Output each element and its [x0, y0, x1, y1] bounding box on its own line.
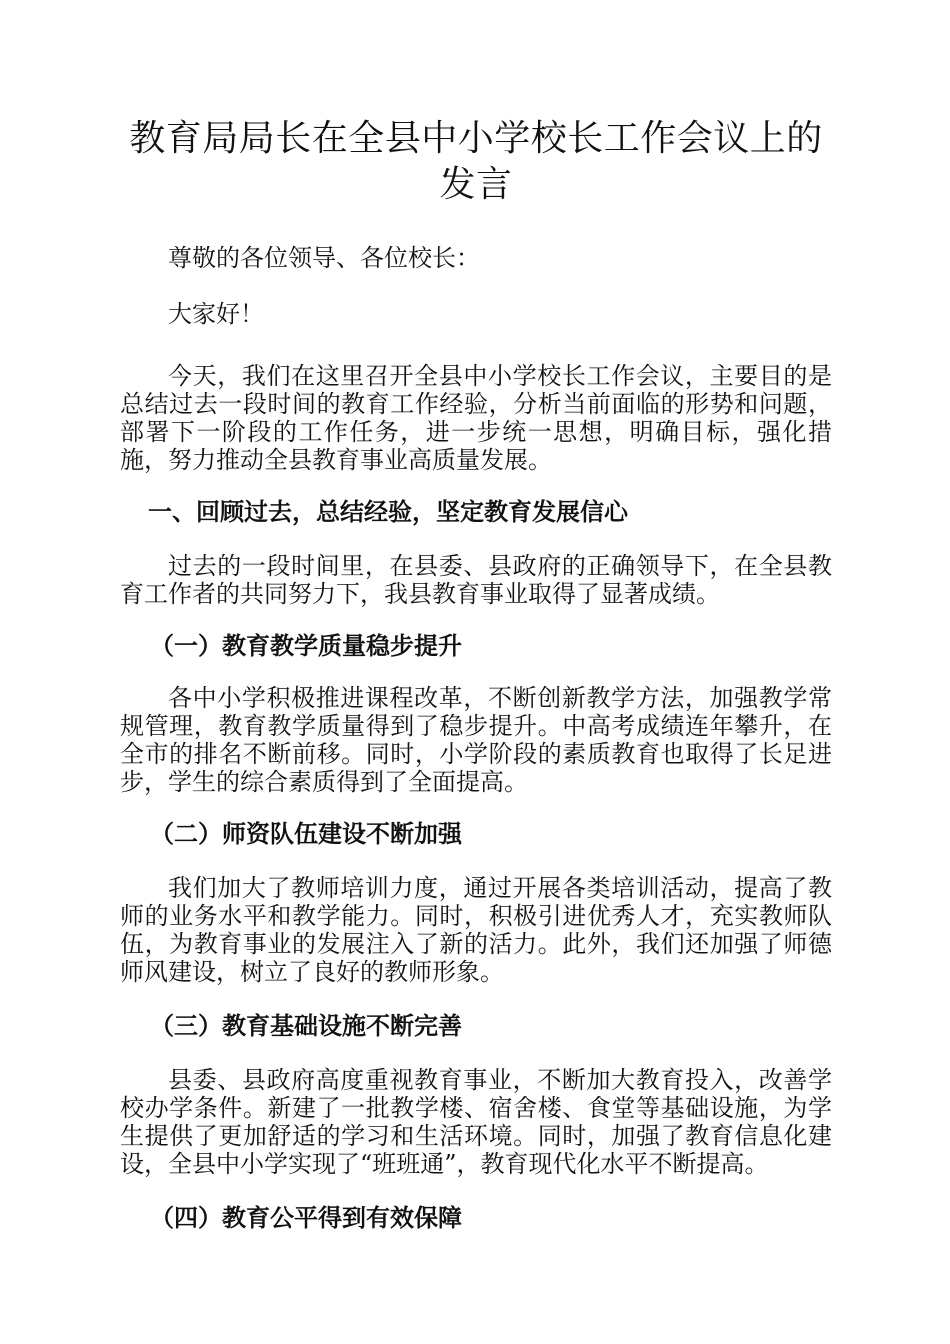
subsection-heading-4: （四）教育公平得到有效保障 [150, 1204, 462, 1232]
subsection-heading-1: （一）教育教学质量稳步提升 [150, 632, 462, 660]
intro-paragraph: 今天，我们在这里召开全县中小学校长工作会议，主要目的是总结过去一段时间的教育工作经验，分析当前面临的形势和问题，部署下一阶段的工作任务，进一步统一思想，明确目标，强化措施，努力推动全县教育事业高质量发展。 [120, 362, 832, 474]
subsection-heading-2: （二）师资队伍建设不断加强 [150, 820, 462, 848]
salutation: 尊敬的各位领导、各位校长： [168, 244, 480, 272]
greeting: 大家好！ [168, 300, 264, 328]
document-title: 教育局局长在全县中小学校长工作会议上的发言 [129, 118, 823, 205]
section-paragraph-1: 过去的一段时间里，在县委、县政府的正确领导下，在全县教育工作者的共同努力下，我县教育事业取得了显著成绩。 [120, 552, 832, 608]
subsection-paragraph-3: 县委、县政府高度重视教育事业，不断加大教育投入，改善学校办学条件。新建了一批教学楼、宿舍楼、食堂等基础设施，为学生提供了更加舒适的学习和生活环境。同时，加强了教育信息化建设，全县中小学实现了“班班通”，教育现代化水平不断提高。 [120, 1066, 832, 1178]
document-page [120, 116, 832, 1232]
section-heading-1: 一、回顾过去，总结经验，坚定教育发展信心 [148, 498, 628, 526]
subsection-paragraph-1: 各中小学积极推进课程改革，不断创新教学方法，加强教学常规管理，教育教学质量得到了稳步提升。中高考成绩连年攀升，在全市的排名不断前移。同时，小学阶段的素质教育也取得了长足进步，学生的综合素质得到了全面提高。 [120, 684, 832, 796]
subsection-heading-3: （三）教育基础设施不断完善 [150, 1012, 462, 1040]
subsection-paragraph-2: 我们加大了教师培训力度，通过开展各类培训活动，提高了教师的业务水平和教学能力。同时，积极引进优秀人才，充实教师队伍，为教育事业的发展注入了新的活力。此外，我们还加强了师德师风建设，树立了良好的教师形象。 [120, 874, 832, 986]
